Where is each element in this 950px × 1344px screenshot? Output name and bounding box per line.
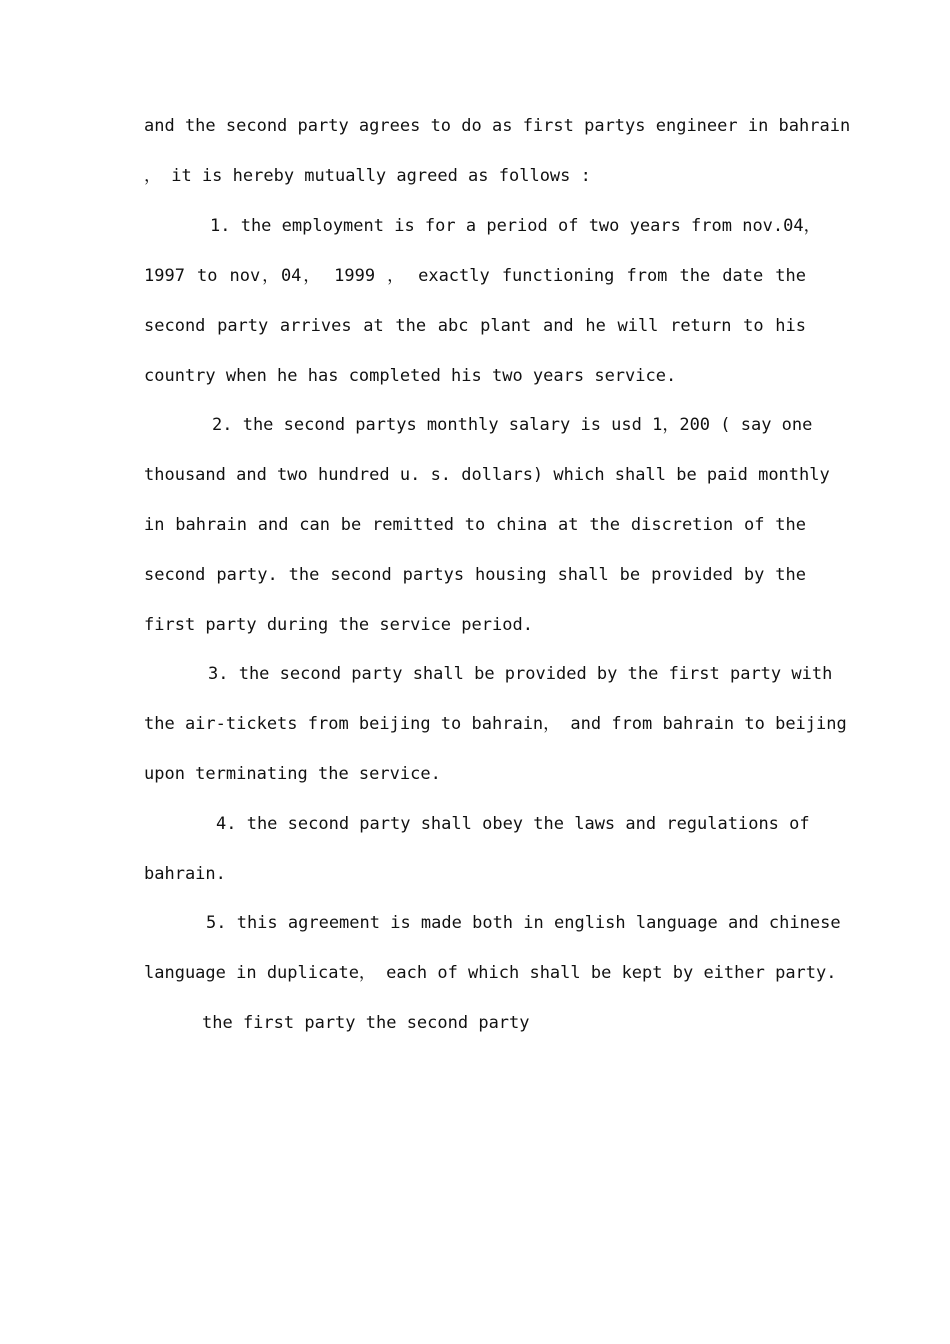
clause-1-first-line: 1. the employment is for a period of two years from nov.04， bbox=[210, 216, 821, 236]
text-line: ， it is hereby mutually agreed as follows : bbox=[144, 166, 591, 186]
clause-2-first-line: 2. the second partys monthly salary is usd 1，200 ( say one bbox=[212, 415, 813, 435]
text-line: in bahrain and can be remitted to china at the discretion of the bbox=[144, 515, 806, 535]
clause-3-first-line: 3. the second party shall be provided by the first party with bbox=[208, 664, 833, 684]
text-line: first party during the service period. bbox=[144, 615, 533, 635]
text-line: second party. the second partys housing shall be provided by the bbox=[144, 565, 806, 585]
text-line: 1997 to nov，04， 1999 ， exactly functioning from the date the bbox=[144, 266, 806, 286]
signature-line: the first party the second party bbox=[202, 1013, 530, 1033]
text-line: and the second party agrees to do as first partys engineer in bahrain bbox=[144, 116, 851, 136]
text-line: bahrain. bbox=[144, 864, 226, 884]
clause-4-first-line: 4. the second party shall obey the laws and regulations of bbox=[216, 814, 810, 834]
text-line: country when he has completed his two years service. bbox=[144, 366, 677, 386]
text-line: second party arrives at the abc plant and he will return to his bbox=[144, 316, 806, 336]
clause-5-first-line: 5. this agreement is made both in english language and chinese bbox=[206, 913, 841, 933]
text-line: language in duplicate， each of which shall be kept by either party. bbox=[144, 963, 837, 983]
text-line: thousand and two hundred u. s. dollars) which shall be paid monthly bbox=[144, 465, 830, 485]
text-line: upon terminating the service. bbox=[144, 764, 441, 784]
text-line: the air-tickets from beijing to bahrain， and from bahrain to beijing bbox=[144, 714, 847, 734]
